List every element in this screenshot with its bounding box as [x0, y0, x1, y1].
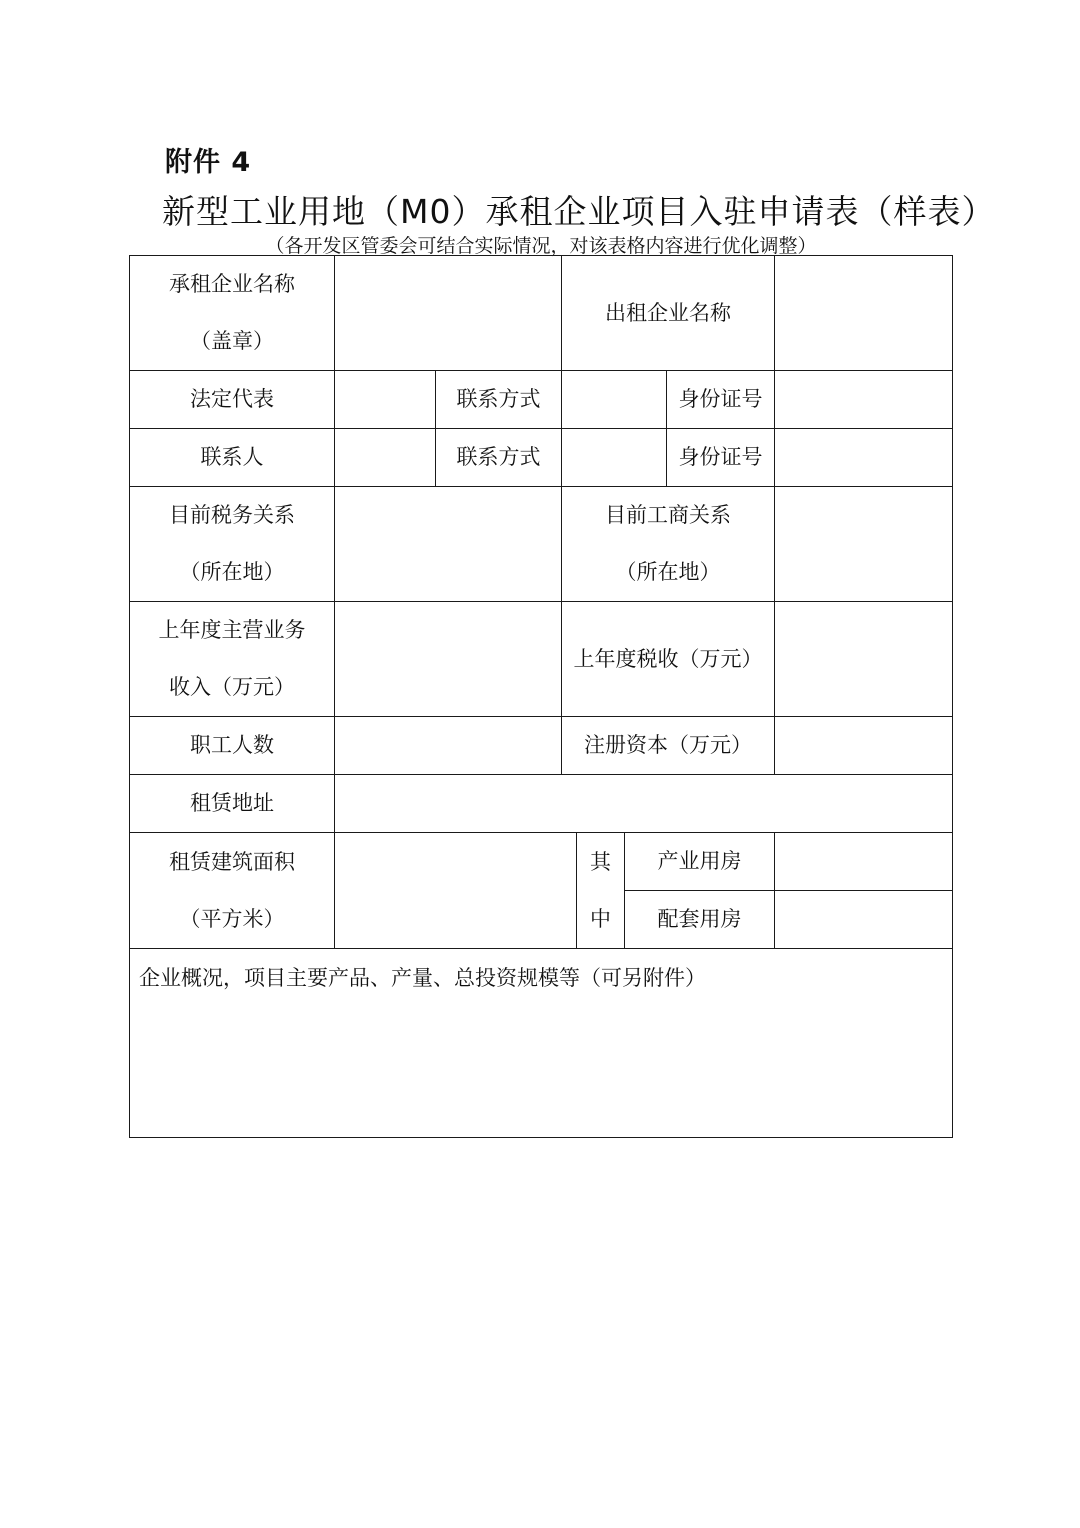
business-relation-label-line2: （所在地）: [615, 560, 721, 584]
area-value[interactable]: [335, 833, 577, 949]
row-company-names: [130, 256, 953, 371]
overview-field[interactable]: [130, 949, 953, 1138]
legal-rep-id-label: 身份证号: [667, 371, 775, 429]
area-label-line1: 租赁建筑面积: [169, 849, 295, 874]
business-relation-value[interactable]: [775, 487, 953, 602]
supporting-label: 配套用房: [625, 891, 775, 949]
contact-person-label: 联系人: [130, 429, 335, 487]
contact-person-contact-value[interactable]: [562, 429, 667, 487]
row-address: [130, 775, 953, 833]
business-relation-label: [562, 487, 775, 602]
lessee-name-label-line2: （盖章）: [190, 329, 274, 353]
of-which-label-line1: 其: [590, 849, 611, 874]
staff-label: 职工人数: [130, 717, 335, 775]
business-relation-label-line1: 目前工商关系: [605, 503, 731, 527]
row-overview: [130, 949, 953, 1138]
page-subtitle: （各开发区管委会可结合实际情况，对该表格内容进行优化调整）: [265, 235, 817, 257]
revenue-label-line2: 收入（万元）: [169, 675, 295, 699]
of-which-label: [577, 833, 625, 949]
staff-value[interactable]: [335, 717, 562, 775]
capital-label: 注册资本（万元）: [562, 717, 775, 775]
row-revenue: [130, 602, 953, 717]
row-staff: [130, 717, 953, 775]
overview-label: 企业概况，项目主要产品、产量、总投资规模等（可另附件）: [139, 966, 706, 990]
of-which-label-line2: 中: [590, 906, 611, 931]
contact-person-id-label: 身份证号: [667, 429, 775, 487]
industrial-label: 产业用房: [625, 833, 775, 891]
tax-relation-label-line1: 目前税务关系: [169, 503, 295, 527]
lessor-name-value[interactable]: [775, 256, 953, 371]
tax-relation-value[interactable]: [335, 487, 562, 602]
address-label: 租赁地址: [130, 775, 335, 833]
capital-value[interactable]: [775, 717, 953, 775]
lessee-name-label: [130, 256, 335, 371]
tax-value[interactable]: [775, 602, 953, 717]
revenue-label: [130, 602, 335, 717]
industrial-value[interactable]: [775, 833, 953, 891]
revenue-value[interactable]: [335, 602, 562, 717]
lessee-name-label-line1: 承租企业名称: [169, 272, 295, 296]
area-label-line2: （平方米）: [179, 906, 285, 931]
legal-rep-id-value[interactable]: [775, 371, 953, 429]
row-contact-person: [130, 429, 953, 487]
legal-rep-label: 法定代表: [130, 371, 335, 429]
tax-label: 上年度税收（万元）: [562, 602, 775, 717]
application-form-table: [129, 255, 953, 1138]
supporting-value[interactable]: [775, 891, 953, 949]
page-title: 新型工业用地（M0）承租企业项目入驻申请表（样表）: [162, 192, 996, 231]
legal-rep-contact-label: 联系方式: [436, 371, 562, 429]
contact-person-contact-label: 联系方式: [436, 429, 562, 487]
contact-person-value[interactable]: [335, 429, 436, 487]
area-label: [130, 833, 335, 949]
legal-rep-value[interactable]: [335, 371, 436, 429]
tax-relation-label: [130, 487, 335, 602]
legal-rep-contact-value[interactable]: [562, 371, 667, 429]
lessor-name-label: 出租企业名称: [562, 256, 775, 371]
row-area-industrial: [130, 833, 953, 891]
contact-person-id-value[interactable]: [775, 429, 953, 487]
row-legal-rep: [130, 371, 953, 429]
tax-relation-label-line2: （所在地）: [179, 560, 285, 584]
attachment-label: 附件 4: [165, 147, 252, 178]
address-value[interactable]: [335, 775, 953, 833]
row-relations: [130, 487, 953, 602]
lessee-name-value[interactable]: [335, 256, 562, 371]
revenue-label-line1: 上年度主营业务: [158, 618, 306, 642]
